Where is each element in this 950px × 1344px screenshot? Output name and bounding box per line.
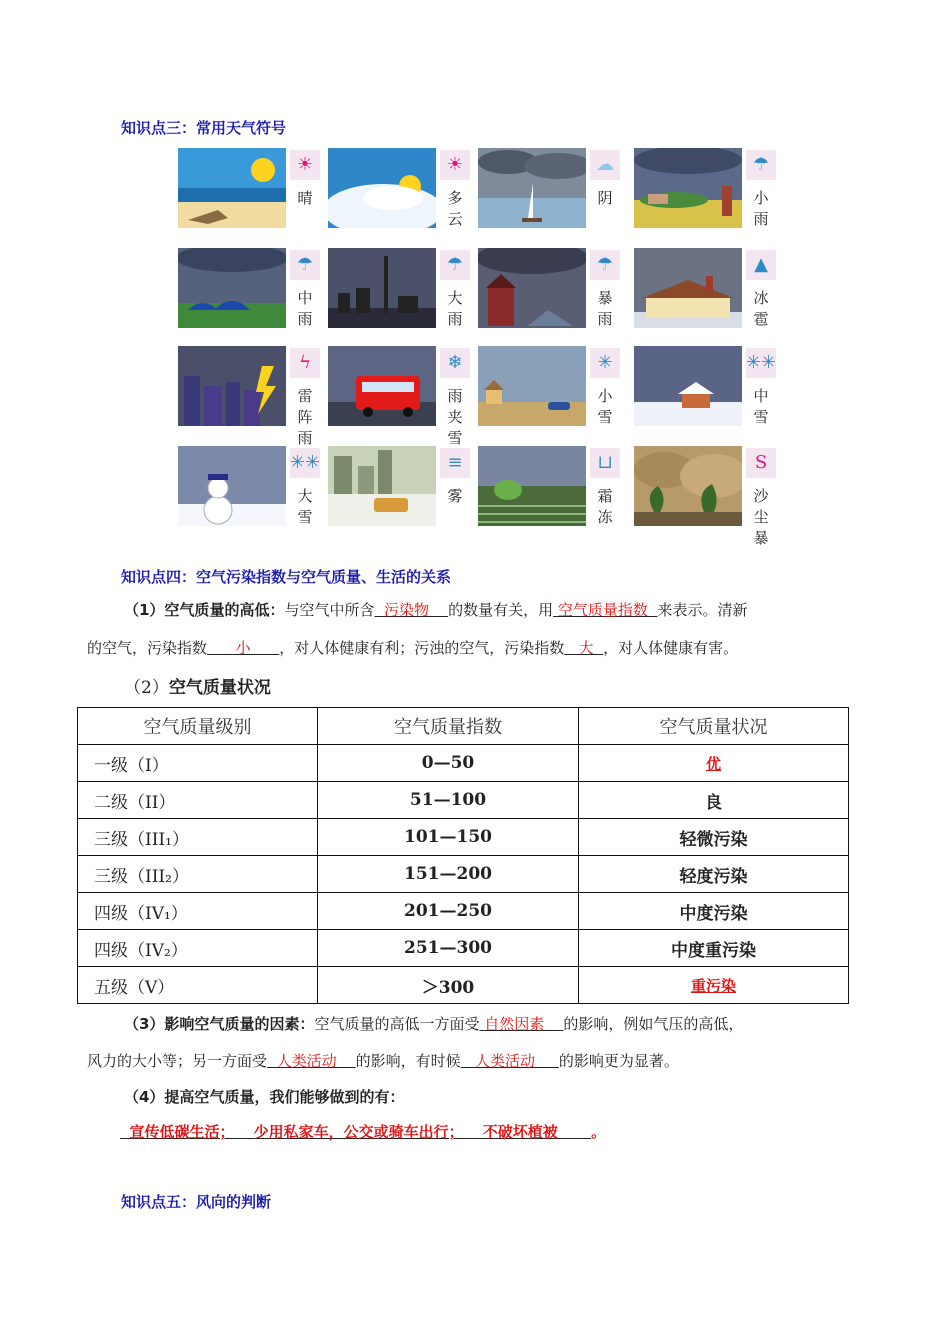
weather-label-moderate-rain: 中雨 <box>297 289 313 328</box>
weather-card-rainstorm <box>478 248 624 332</box>
weather-label-moderate-snow: 中雪 <box>753 387 769 426</box>
paragraph-air-quality-level <box>124 600 747 620</box>
p1-text-3: 来表示。清新 <box>657 601 748 619</box>
p4-end: 。 <box>591 1123 607 1141</box>
weather-label-fog: 雾 <box>447 487 463 505</box>
weather-card-light-rain <box>634 148 780 232</box>
table-row <box>78 967 849 1004</box>
light-rain-scene-image <box>634 148 742 228</box>
weather-label-sunny: 晴 <box>297 189 313 207</box>
weather-card-thunderstorm <box>178 346 324 447</box>
heavy-rain-scene-image <box>328 248 436 328</box>
answer-human-activity-2: 人类活动 <box>474 1052 535 1070</box>
weather-label-sandstorm: 沙尘暴 <box>753 487 769 547</box>
weather-card-sleet <box>328 346 474 447</box>
table-cell-index: 101—150 <box>318 819 579 856</box>
moderate-snow-icon: ✳✳ <box>746 348 776 378</box>
weather-card-fog <box>328 446 474 530</box>
sandstorm-scene-image <box>634 446 742 526</box>
section4-title: 知识点四：空气污染指数与空气质量、生活的关系 <box>121 568 452 586</box>
table-cell-status: 重污染 <box>579 967 849 1004</box>
weather-label-heavy-snow: 大雪 <box>297 487 313 526</box>
hail-scene-image <box>634 248 742 328</box>
air-quality-status-heading <box>124 673 271 698</box>
weather-card-hail <box>634 248 780 332</box>
light-snow-scene-image <box>478 346 586 426</box>
p3-blank-2 <box>267 1052 356 1070</box>
table-row <box>78 782 849 819</box>
p1-text-4: 的空气，污染指数 <box>87 639 208 657</box>
answer-human-activity-1: 人类活动 <box>276 1052 337 1070</box>
table-cell-level: 一级（I） <box>78 745 318 782</box>
sleet-icon: ❄ <box>440 348 470 378</box>
section3-title: 知识点三：常用天气符号 <box>121 119 287 137</box>
table-cell-index: 0—50 <box>318 745 579 782</box>
overcast-scene-image <box>478 148 586 228</box>
p3-text-3: 风力的大小等；另一方面受 <box>87 1052 268 1070</box>
p1-text-2: 的数量有关，用 <box>448 601 554 619</box>
p3-lead: （3）影响空气质量的因素： <box>124 1015 315 1033</box>
air-quality-table <box>77 707 849 1004</box>
thunderstorm-icon: ϟ <box>290 348 320 378</box>
paragraph-influence-factors <box>124 1014 743 1034</box>
answer-large: 大 <box>578 639 594 657</box>
table-cell-status: 中度污染 <box>579 893 849 930</box>
frost-icon: ⊔ <box>590 448 620 478</box>
overcast-icon: ☁ <box>590 150 620 180</box>
table-cell-index: 151—200 <box>318 856 579 893</box>
p1-blank-4 <box>564 639 603 657</box>
frost-scene-image <box>478 446 586 526</box>
p1-lead: （1）空气质量的高低： <box>124 601 285 619</box>
moderate-rain-icon: ☂ <box>290 250 320 280</box>
table-header: 空气质量级别 <box>78 708 318 745</box>
heavy-snow-icon: ✳✳ <box>290 448 320 478</box>
answer-natural-factors: 自然因素 <box>484 1015 545 1033</box>
sunny-scene-image <box>178 148 286 228</box>
rainstorm-scene-image <box>478 248 586 328</box>
paragraph-air-quality-level-line2 <box>87 638 738 658</box>
table-header-row <box>78 708 849 745</box>
weather-card-heavy-snow <box>178 446 324 530</box>
weather-card-cloudy <box>328 148 474 232</box>
table-row <box>78 893 849 930</box>
table-cell-level: 五级（V） <box>78 967 318 1004</box>
partly-cloudy-icon: ☀ <box>440 150 470 180</box>
rainstorm-icon: ☂ <box>590 250 620 280</box>
table-header: 空气质量指数 <box>318 708 579 745</box>
weather-card-sunny <box>178 148 324 232</box>
moderate-snow-scene-image <box>634 346 742 426</box>
light-snow-icon: ✳ <box>590 348 620 378</box>
section5-title: 知识点五：风向的判断 <box>121 1193 272 1211</box>
weather-label-sleet: 雨夹雪 <box>447 387 463 447</box>
hail-icon: ▲ <box>746 250 776 280</box>
table-cell-level: 二级（II） <box>78 782 318 819</box>
table-row <box>78 819 849 856</box>
p3-blank-1 <box>479 1015 563 1033</box>
p1-blank-3 <box>207 639 279 657</box>
heavy-snow-scene-image <box>178 446 286 526</box>
weather-label-light-snow: 小雪 <box>597 387 613 426</box>
table-cell-status: 轻微污染 <box>579 819 849 856</box>
paragraph-influence-factors-line2 <box>87 1051 679 1071</box>
weather-card-frost <box>478 446 624 530</box>
answer-small: 小 <box>235 639 251 657</box>
table-cell-status: 中度重污染 <box>579 930 849 967</box>
p3-text-2: 的影响，例如气压的高低， <box>563 1015 744 1033</box>
sun-icon: ☀ <box>290 150 320 180</box>
table-cell-status: 轻度污染 <box>579 856 849 893</box>
weather-card-overcast <box>478 148 624 232</box>
p3-text-1: 空气质量的高低一方面受 <box>314 1015 480 1033</box>
weather-label-cloudy: 多云 <box>447 189 463 228</box>
answer-protect-vegetation: 不破坏植被 <box>482 1123 558 1141</box>
subhead-number: （2） <box>124 678 169 698</box>
table-cell-index: ＞300 <box>318 967 579 1004</box>
heavy-rain-icon: ☂ <box>440 250 470 280</box>
p1-blank-1 <box>374 601 448 619</box>
answer-aqi: 空气质量指数 <box>557 601 648 619</box>
table-cell-level: 三级（III₂） <box>78 856 318 893</box>
weather-label-rainstorm: 暴雨 <box>597 289 613 328</box>
table-row <box>78 856 849 893</box>
light-rain-icon: ☂ <box>746 150 776 180</box>
table-cell-status: 优 <box>579 745 849 782</box>
p3-blank-3 <box>461 1052 559 1070</box>
table-cell-level: 四级（IV₁） <box>78 893 318 930</box>
table-cell-level: 三级（III₁） <box>78 819 318 856</box>
moderate-rain-scene-image <box>178 248 286 328</box>
weather-label-overcast: 阴 <box>597 189 613 207</box>
p1-blank-2 <box>553 601 657 619</box>
subhead-title: 空气质量状况 <box>168 678 271 698</box>
table-cell-index: 51—100 <box>318 782 579 819</box>
cloudy-scene-image <box>328 148 436 228</box>
weather-label-hail: 冰雹 <box>753 289 769 328</box>
table-row <box>78 930 849 967</box>
table-cell-index: 201—250 <box>318 893 579 930</box>
table-cell-level: 四级（IV₂） <box>78 930 318 967</box>
fog-scene-image <box>328 446 436 526</box>
weather-label-frost: 霜冻 <box>597 487 613 526</box>
weather-card-moderate-snow <box>634 346 780 430</box>
weather-label-light-rain: 小雨 <box>753 189 769 228</box>
p3-text-4: 的影响，有时候 <box>355 1052 461 1070</box>
p1-text-1: 与空气中所含 <box>284 601 375 619</box>
weather-label-heavy-rain: 大雨 <box>447 289 463 328</box>
paragraph-improvement-answers <box>120 1122 606 1142</box>
paragraph-improvement-lead: （4）提高空气质量，我们能够做到的有： <box>124 1088 405 1106</box>
p3-text-5: 的影响更为显著。 <box>558 1052 679 1070</box>
weather-card-heavy-rain <box>328 248 474 332</box>
p4-blank <box>120 1123 591 1141</box>
weather-card-sandstorm <box>634 446 780 547</box>
weather-card-light-snow <box>478 346 624 430</box>
thunderstorm-scene-image <box>178 346 286 426</box>
weather-card-moderate-rain <box>178 248 324 332</box>
answer-pollutant: 污染物 <box>384 601 430 619</box>
sandstorm-icon: S <box>746 448 776 478</box>
p1-text-6: ，对人体健康有害。 <box>603 639 739 657</box>
table-header: 空气质量状况 <box>579 708 849 745</box>
sleet-scene-image <box>328 346 436 426</box>
answer-low-carbon: 宣传低碳生活； <box>129 1123 235 1141</box>
table-cell-status: 良 <box>579 782 849 819</box>
p1-text-5: ，对人体健康有利；污浊的空气，污染指数 <box>279 639 565 657</box>
table-cell-index: 251—300 <box>318 930 579 967</box>
weather-label-thunderstorm: 雷阵雨 <box>297 387 313 447</box>
answer-public-transport: 少用私家车，公交或骑车出行； <box>253 1123 464 1141</box>
table-row <box>78 745 849 782</box>
fog-icon: ≡ <box>440 448 470 478</box>
